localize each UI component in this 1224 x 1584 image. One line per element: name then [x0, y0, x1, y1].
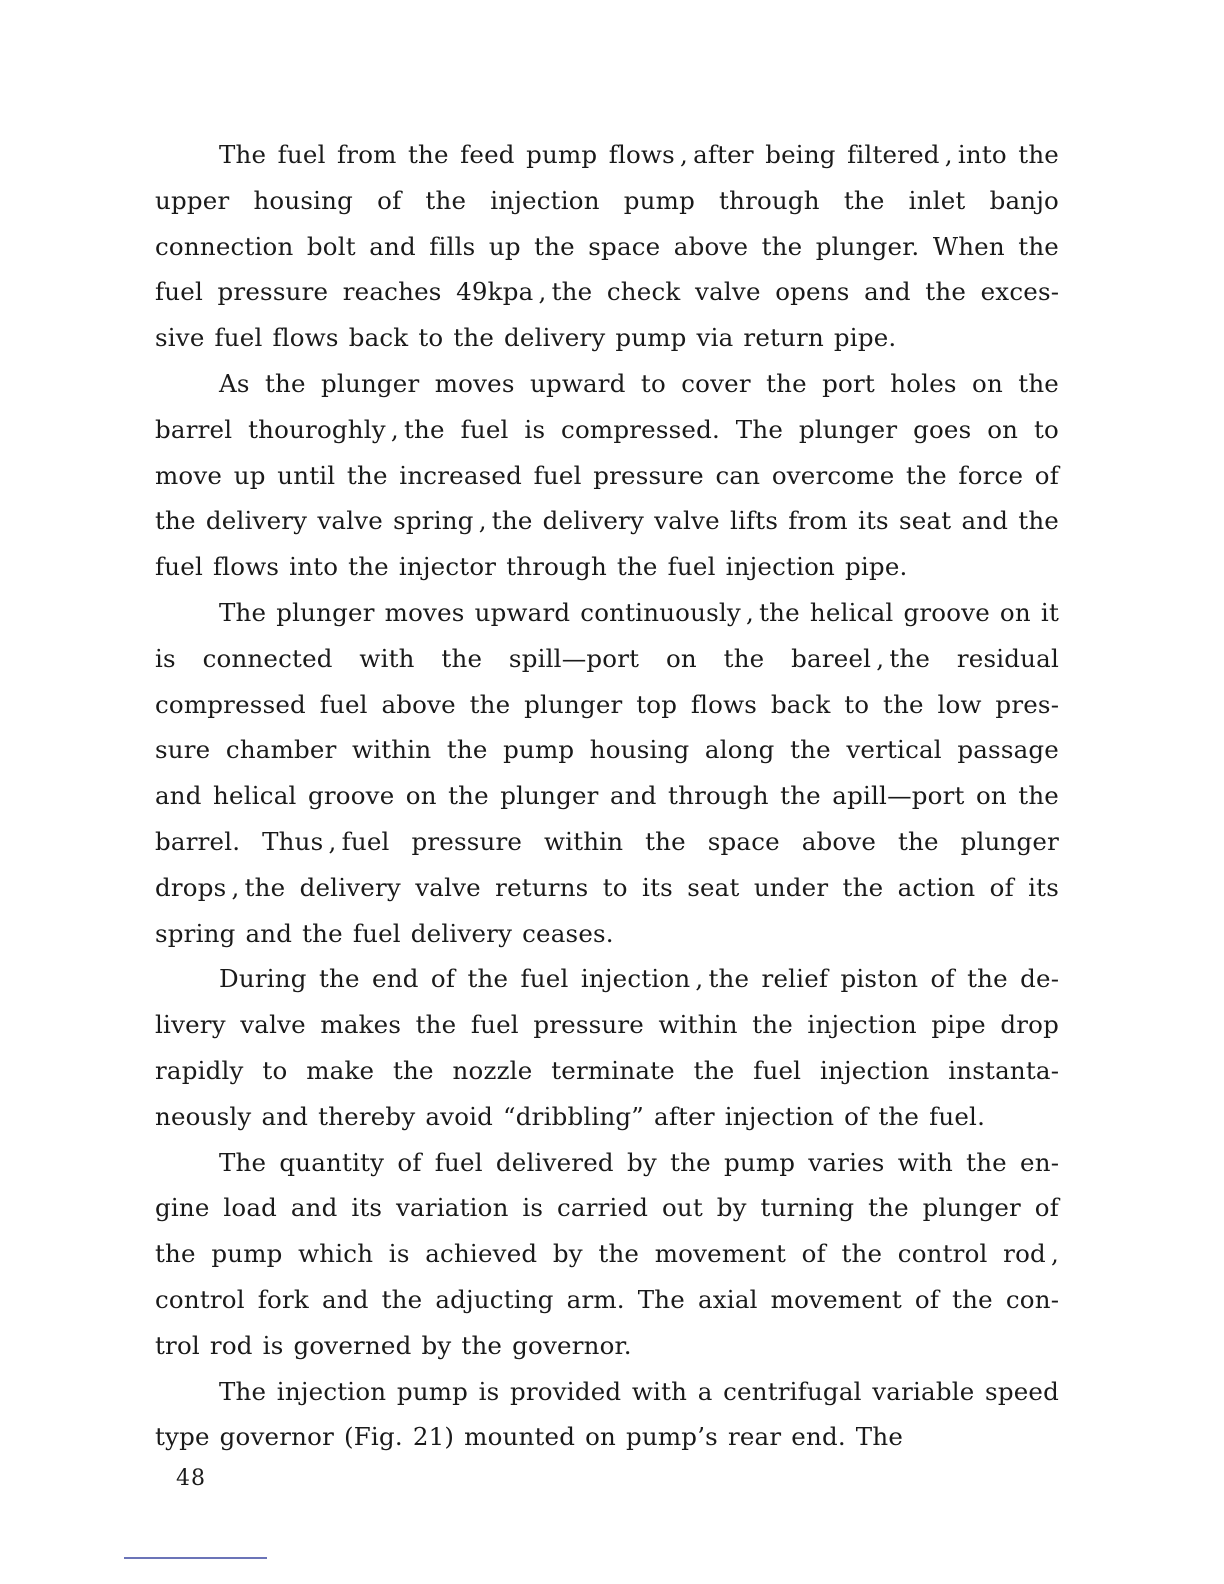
paragraph-fuel-quantity: The quantity of fuel delivered by the pump varies with the engine load and its variation is carried out by turning the plunger of the pump which is achieved by the movement of the control rod , control fork and the adjucting arm. The axial movement of the control rod is governed by the governor.	[155, 1147, 1059, 1360]
page-number: 48	[176, 1466, 206, 1491]
footer-rule	[124, 1557, 267, 1559]
paragraph-relief-piston: During the end of the fuel injection , the relief piston of the delivery valve makes the fuel pressure within the injection pipe drop rapidly to make the nozzle terminate the fuel injection instantaneously and thereby avoid “dribbling” after injection of the fuel.	[155, 964, 1059, 1131]
paragraph-plunger-compression: As the plunger moves upward to cover the port holes on the barrel thouroghly , the fuel is compressed. The plunger goes on to move up until the increased fuel pressure can overcome the force of the delivery valve spring , the delivery valve lifts from its seat and the fuel flows into the injector through the fuel injection pipe.	[155, 368, 1059, 582]
page-body	[155, 132, 1059, 1460]
paragraph-governor: The injection pump is provided with a centrifugal variable speed type governor (Fig. 21) mounted on pump’s rear end. The	[155, 1376, 1059, 1452]
paragraph-helical-groove: The plunger moves upward continuously , the helical groove on it is connected with the spill—port on the bareel , the residual compressed fuel above the plunger top flows back to the low pressure chamber within the pump housing along the vertical passage and helical groove on the plunger and through the apill—port on the barrel. Thus , fuel pressure within the space above the plunger drops , the delivery valve returns to its seat under the action of its spring and the fuel delivery ceases.	[155, 597, 1059, 948]
paragraph-fuel-flow: The fuel from the feed pump flows , after being filtered , into the upper housing of the injection pump through the inlet banjo connection bolt and fills up the space above the plunger. When the fuel pressure reaches 49kpa , the check valve opens and the excessive fuel flows back to the delivery pump via return pipe.	[155, 140, 1059, 353]
